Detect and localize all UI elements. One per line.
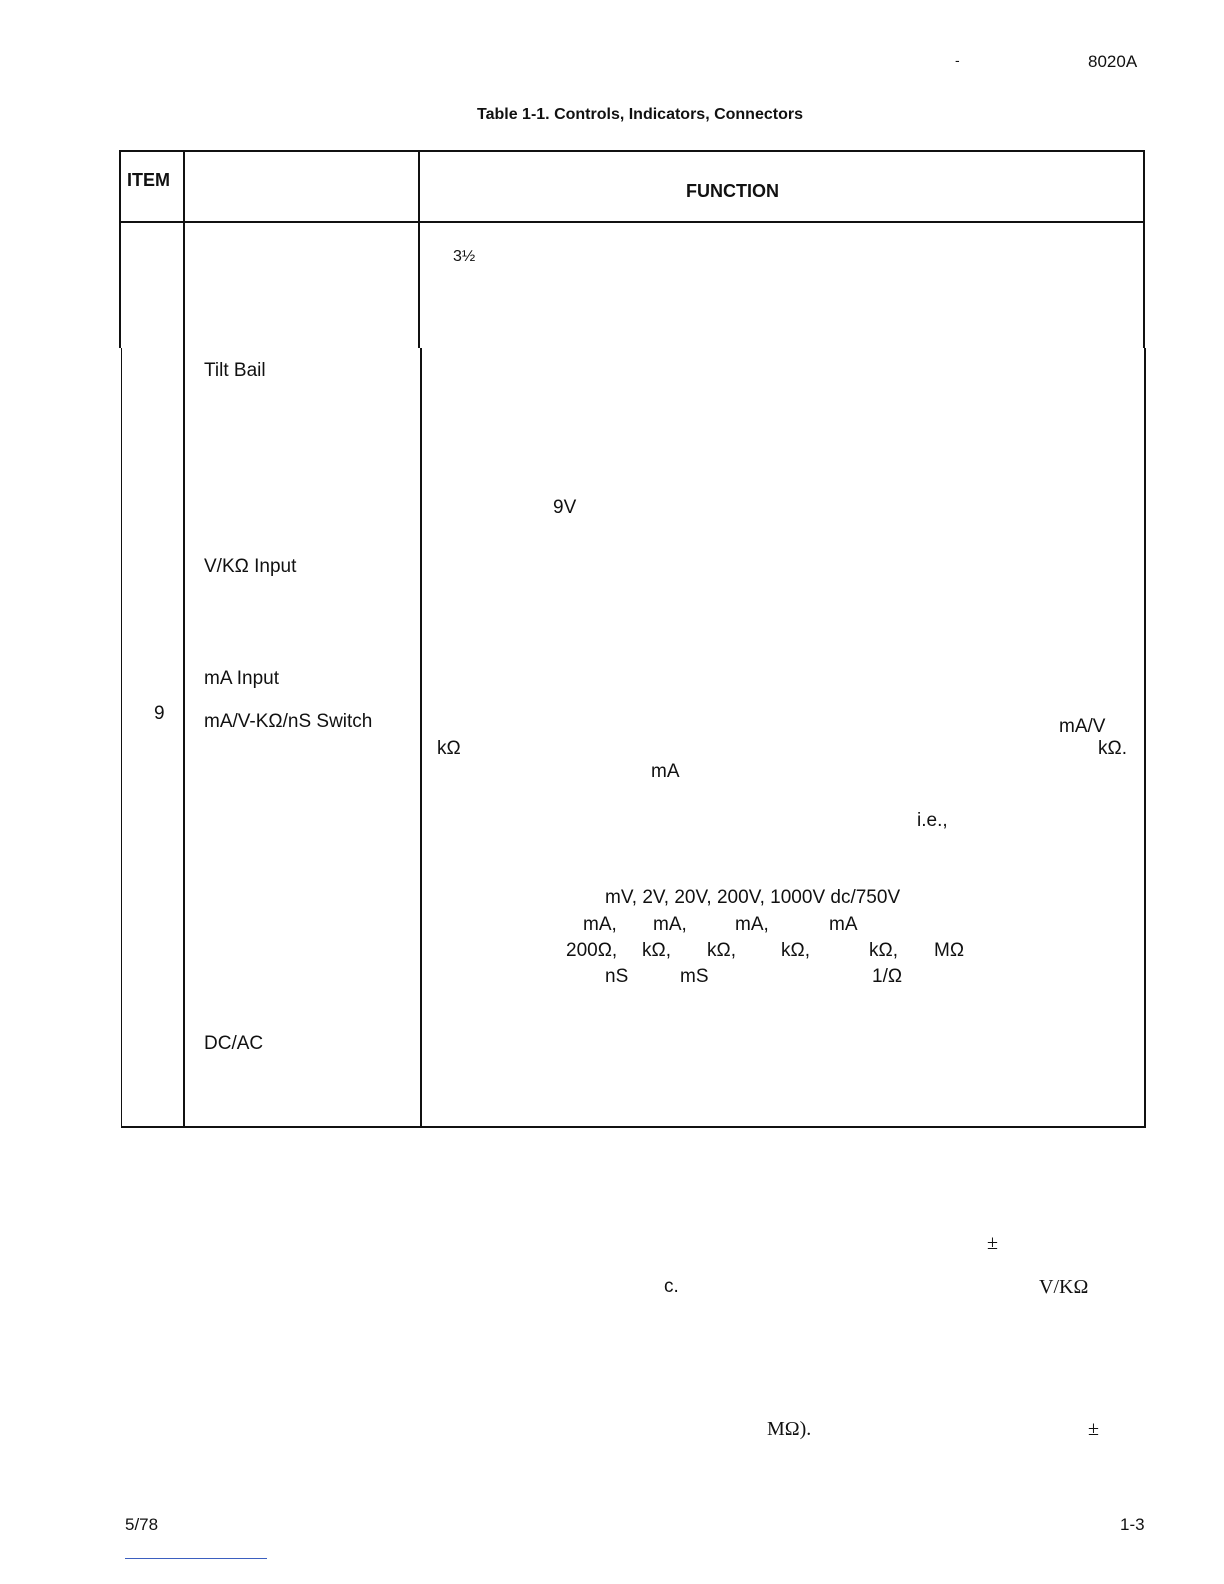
function-kohm-1: kΩ — [437, 738, 461, 759]
range-voltage: mV, 2V, 20V, 200V, 1000V dc/750V — [605, 887, 901, 908]
range-resistance: kΩ, — [707, 940, 736, 961]
document-number: 8020A — [1088, 52, 1138, 71]
column-header-item: ITEM — [127, 170, 170, 190]
range-resistance: kΩ, — [781, 940, 810, 961]
range-resistance: kΩ, — [642, 940, 671, 961]
range-current: mA — [829, 914, 858, 935]
function-digits: 3½ — [453, 248, 476, 265]
range-current: mA, — [735, 914, 769, 935]
body-plus-minus-2: ± — [1088, 1418, 1099, 1440]
body-megohm: MΩ). — [767, 1418, 812, 1440]
body-vk: V/KΩ — [1039, 1276, 1089, 1298]
range-resistance: MΩ — [934, 940, 965, 961]
control-name-switch: mA/V-KΩ/nS Switch — [204, 711, 373, 732]
control-name-dcac: DC/AC — [204, 1033, 264, 1054]
range-current: mA, — [653, 914, 687, 935]
function-ie: i.e., — [917, 810, 948, 831]
control-name-vk-input: V/KΩ Input — [204, 556, 297, 577]
table-caption: Table 1-1. Controls, Indicators, Connectors — [477, 106, 803, 123]
function-kohm-2: kΩ. — [1098, 738, 1127, 759]
header-mark: - — [955, 52, 960, 68]
range-current: mA, — [583, 914, 617, 935]
range-resistance: kΩ, — [869, 940, 898, 961]
range-conductance: 1/Ω — [872, 966, 903, 987]
control-name-ma-input: mA Input — [204, 668, 279, 689]
column-header-function: FUNCTION — [686, 181, 779, 201]
item-number-9: 9 — [154, 703, 165, 724]
control-name-tilt-bail: Tilt Bail — [204, 360, 266, 381]
range-conductance: nS — [605, 966, 629, 987]
body-plus-minus-1: ± — [987, 1232, 998, 1254]
body-c: c. — [664, 1276, 679, 1297]
page-number: 1-3 — [1120, 1515, 1145, 1534]
function-ma-v: mA/V — [1059, 716, 1106, 737]
function-battery: 9V — [553, 497, 577, 518]
footer-rule — [125, 1558, 267, 1559]
footer-date: 5/78 — [125, 1515, 159, 1534]
range-resistance: 200Ω, — [566, 940, 618, 961]
range-conductance: mS — [680, 966, 709, 987]
function-ma: mA — [651, 761, 680, 782]
